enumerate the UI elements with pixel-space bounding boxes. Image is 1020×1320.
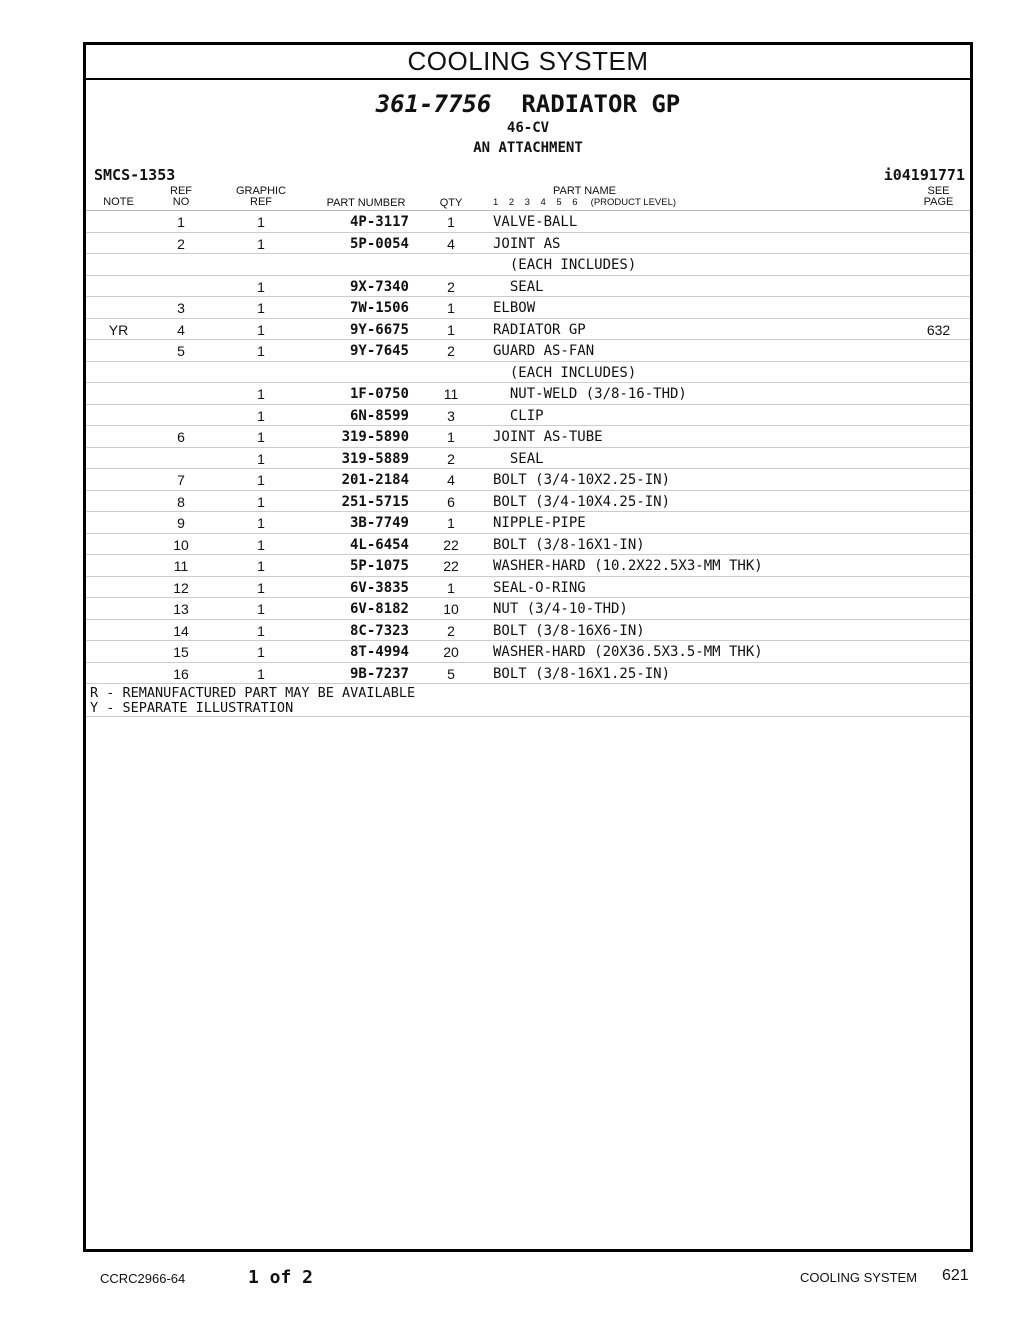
qty-cell: 20 (443, 644, 459, 660)
part-name-cell: NIPPLE-PIPE (493, 515, 586, 531)
qty-cell: 5 (447, 665, 455, 682)
part-row (86, 383, 970, 405)
group-type: AN ATTACHMENT (473, 140, 583, 156)
graphic-ref-cell: 1 (257, 493, 265, 510)
col-graphic-ref: GRAPHIC REF (235, 185, 287, 208)
part-number-cell: 9Y-6675 (349, 321, 409, 338)
part-name-cell: JOINT AS-TUBE (493, 429, 603, 445)
part-row (86, 319, 970, 341)
part-row (86, 254, 970, 276)
graphic-ref-cell: 1 (257, 558, 265, 574)
note-cell: YR (108, 321, 129, 338)
section-title: COOLING SYSTEM (86, 45, 970, 80)
graphic-ref-cell: 1 (257, 278, 265, 295)
part-row (86, 555, 970, 577)
smcs-row (86, 164, 970, 184)
graphic-ref-cell: 1 (257, 343, 265, 359)
column-headers (86, 184, 970, 211)
qty-cell: 1 (447, 214, 455, 230)
graphic-ref-cell: 1 (257, 214, 265, 230)
ref-no-cell: 2 (177, 235, 185, 252)
graphic-ref-cell: 1 (257, 622, 265, 639)
graphic-ref-cell: 1 (257, 321, 265, 338)
part-row (86, 233, 970, 255)
group-heading (86, 90, 970, 158)
part-number-cell: 4L-6454 (349, 536, 409, 553)
graphic-ref-cell: 1 (257, 407, 265, 424)
part-name-cell: NUT-WELD (3/8-16-THD) (493, 386, 687, 402)
graphic-ref-cell: 1 (257, 429, 265, 445)
part-row (86, 491, 970, 513)
ref-no-cell: 15 (173, 644, 189, 660)
part-row (86, 426, 970, 448)
part-number-cell: 1F-0750 (349, 386, 409, 402)
part-number-cell: 319-5889 (341, 450, 409, 467)
part-row (86, 405, 970, 427)
part-number-cell: 9X-7340 (349, 278, 409, 295)
qty-cell: 1 (447, 429, 455, 445)
legend-separate-illustration: Y - SEPARATE ILLUSTRATION (90, 700, 294, 716)
part-name-cell: BOLT (3/4-10X2.25-IN) (493, 472, 671, 488)
qty-cell: 2 (447, 622, 455, 639)
part-name-cell: GUARD AS-FAN (493, 343, 595, 359)
legend (86, 684, 970, 717)
part-name-cell: WASHER-HARD (20X36.5X3.5-MM THK) (493, 644, 763, 660)
part-name-cell: BOLT (3/8-16X1-IN) (493, 536, 645, 553)
part-number-cell: 251-5715 (341, 493, 409, 510)
part-name-cell: (EACH INCLUDES) (493, 257, 637, 273)
qty-cell: 1 (447, 321, 455, 338)
ref-no-cell: 5 (177, 343, 185, 359)
part-name-cell: BOLT (3/8-16X6-IN) (493, 622, 645, 639)
ref-no-cell: 13 (173, 601, 189, 617)
product-levels: 1 2 3 4 5 6 (PRODUCT LEVEL) (493, 197, 677, 208)
col-part-name: PART NAME 1 2 3 4 5 6 (PRODUCT LEVEL) (493, 185, 677, 208)
qty-cell: 2 (447, 343, 455, 359)
ref-no-cell: 1 (177, 214, 185, 230)
part-row (86, 598, 970, 620)
graphic-ref-cell: 1 (257, 579, 265, 596)
part-name-cell: CLIP (493, 407, 544, 424)
qty-cell: 22 (443, 558, 459, 574)
part-name-cell: SEAL (493, 450, 544, 467)
graphic-ref-cell: 1 (257, 601, 265, 617)
graphic-ref-cell: 1 (257, 235, 265, 252)
part-row (86, 534, 970, 556)
see-page-cell: 632 (926, 321, 951, 338)
graphic-ref-cell: 1 (257, 300, 265, 316)
qty-cell: 10 (443, 601, 459, 617)
part-name-cell: SEAL (493, 278, 544, 295)
qty-cell: 4 (447, 472, 455, 488)
part-number-cell: 6N-8599 (349, 407, 409, 424)
qty-cell: 6 (447, 493, 455, 510)
ref-no-cell: 7 (177, 472, 185, 488)
qty-cell: 1 (447, 579, 455, 596)
graphic-ref-cell: 1 (257, 472, 265, 488)
part-row (86, 448, 970, 470)
page-footer (0, 1265, 1020, 1295)
legend-remanufactured: R - REMANUFACTURED PART MAY BE AVAILABLE (90, 685, 416, 701)
col-part-number: PART NUMBER (326, 197, 406, 209)
qty-cell: 4 (447, 235, 455, 252)
ref-no-cell: 4 (177, 321, 185, 338)
part-row (86, 297, 970, 319)
ref-no-cell: 16 (173, 665, 189, 682)
smcs-code: SMCS-1353 (94, 166, 176, 184)
ref-no-cell: 12 (173, 579, 189, 596)
illustration-id: i04191771 (883, 166, 965, 184)
qty-cell: 2 (447, 450, 455, 467)
part-name-cell: NUT (3/4-10-THD) (493, 601, 628, 617)
part-number-cell: 5P-1075 (349, 558, 409, 574)
ref-no-cell: 6 (177, 429, 185, 445)
part-name-cell: ELBOW (493, 300, 536, 316)
col-qty: QTY (439, 197, 463, 209)
ref-no-cell: 11 (173, 558, 189, 574)
parts-list (86, 211, 970, 684)
part-name-cell: RADIATOR GP (493, 321, 586, 338)
group-title (86, 90, 970, 118)
group-name: RADIATOR GP (521, 90, 681, 118)
part-row (86, 663, 970, 685)
qty-cell: 1 (447, 300, 455, 316)
ref-no-cell: 3 (177, 300, 185, 316)
part-number-cell: 319-5890 (341, 429, 409, 445)
part-name-cell: JOINT AS (493, 235, 561, 252)
part-name-cell: BOLT (3/4-10X4.25-IN) (493, 493, 671, 510)
graphic-ref-cell: 1 (257, 665, 265, 682)
graphic-ref-cell: 1 (257, 515, 265, 531)
qty-cell: 22 (443, 536, 459, 553)
part-number-cell: 8C-7323 (349, 622, 409, 639)
graphic-ref-cell: 1 (257, 644, 265, 660)
part-name-cell: (EACH INCLUDES) (493, 364, 637, 381)
ref-no-cell: 10 (173, 536, 189, 553)
part-name-cell: BOLT (3/8-16X1.25-IN) (493, 665, 671, 682)
qty-cell: 3 (447, 407, 455, 424)
ref-no-cell: 8 (177, 493, 185, 510)
part-number-cell: 7W-1506 (349, 300, 409, 316)
qty-cell: 11 (443, 386, 459, 402)
part-number-cell: 9B-7237 (349, 665, 409, 682)
parts-page-frame (83, 42, 973, 1252)
part-row (86, 512, 970, 534)
page-number: 621 (942, 1267, 969, 1284)
qty-cell: 1 (447, 515, 455, 531)
part-name-cell: VALVE-BALL (493, 214, 578, 230)
part-name-cell: WASHER-HARD (10.2X22.5X3-MM THK) (493, 558, 763, 574)
group-model: 46-CV (506, 120, 550, 136)
part-row (86, 211, 970, 233)
graphic-ref-cell: 1 (257, 386, 265, 402)
qty-cell: 2 (447, 278, 455, 295)
page-of: 1 of 2 (248, 1267, 314, 1288)
part-row (86, 362, 970, 384)
graphic-ref-cell: 1 (257, 536, 265, 553)
part-row (86, 641, 970, 663)
part-number-cell: 4P-3117 (349, 214, 409, 230)
part-number-cell: 6V-8182 (349, 601, 409, 617)
part-row (86, 577, 970, 599)
ref-no-cell: 9 (177, 515, 185, 531)
part-name-cell: SEAL-O-RING (493, 579, 586, 596)
part-number-cell: 8T-4994 (349, 644, 409, 660)
col-see-page: SEE PAGE (923, 185, 954, 208)
part-number-cell: 5P-0054 (349, 235, 409, 252)
part-number-cell: 3B-7749 (349, 515, 409, 531)
part-row (86, 276, 970, 298)
part-row (86, 620, 970, 642)
col-note: NOTE (103, 196, 134, 208)
doc-code: CCRC2966-64 (100, 1271, 186, 1286)
part-row (86, 340, 970, 362)
part-number-cell: 9Y-7645 (349, 343, 409, 359)
col-ref-no: REF NO (170, 185, 192, 208)
group-part-number: 361-7756 (375, 90, 492, 118)
part-number-cell: 201-2184 (341, 472, 409, 488)
footer-section: COOLING SYSTEM (800, 1270, 918, 1285)
graphic-ref-cell: 1 (257, 450, 265, 467)
ref-no-cell: 14 (173, 622, 189, 639)
part-number-cell: 6V-3835 (349, 579, 409, 596)
part-row (86, 469, 970, 491)
